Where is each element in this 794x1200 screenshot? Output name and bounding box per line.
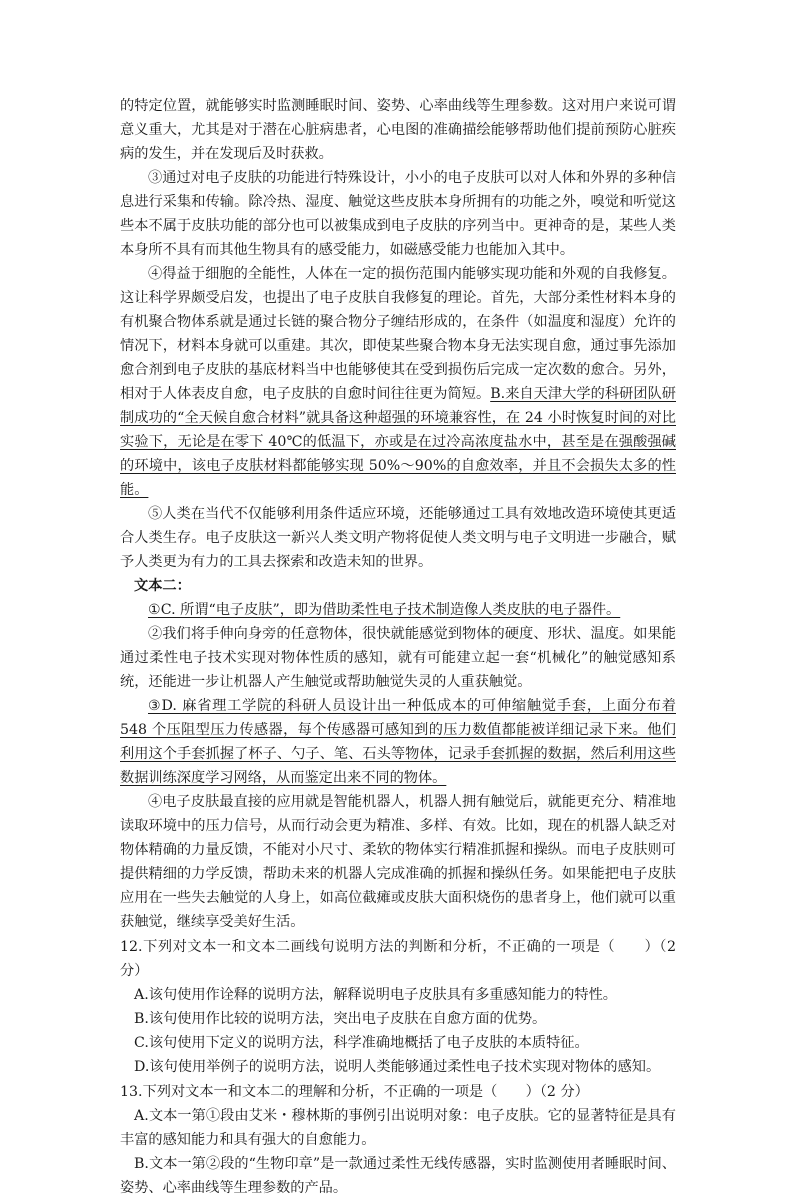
question-12-option-b: B.该句使用作比较的说明方法，突出电子皮肤在自愈方面的优势。	[134, 1011, 547, 1027]
text1-paragraph-3: ③通过对电子皮肤的功能进行特殊设计，小小的电子皮肤可以对人体和外界的多种信息进行采集和传输。除冷热、湿度、触觉这些皮肤本身所拥有的功能之外，嗅觉和听觉这些本不属于皮肤功能的部分也可以被集成到电子皮肤的序列当中。更神奇的是，某些人类本身所不具有而其他生物具有的感受能力，如磁感受能力也能加入其中。	[120, 170, 676, 258]
text1-paragraph-4	[120, 262, 676, 502]
question-12-option-c: C.该句使用下定义的说明方法，科学准确地概括了电子皮肤的本质特征。	[134, 1035, 589, 1051]
question-12-option-d: D.该句使用举例子的说明方法，说明人类能够通过柔性电子技术实现对物体的感知。	[134, 1059, 661, 1075]
text1-paragraph-5: ⑤人类在当代不仅能够利用条件适应环境，还能够通过工具有效地改造环境使其更适合人类生存。电子皮肤这一新兴人类文明产物将促使人类文明与电子文明进一步融合，赋予人类更为有力的工具去探索和改造未知的世界。	[120, 506, 676, 570]
question-13-option-a: A.文本一第①段由艾米・穆林斯的事例引出说明对象：电子皮肤。它的显著特征是具有丰富的感知能力和具有强大的自愈能力。	[120, 1108, 676, 1148]
question-13-option-b: B.文本一第②段的“生物印章”是一款通过柔性无线传感器，实时监测使用者睡眠时间、姿势、心率曲线等生理参数的产品。	[120, 1156, 676, 1196]
text1-paragraph-2-continued: 的特定位置，就能够实时监测睡眠时间、姿势、心率曲线等生理参数。这对用户来说可谓意义重大，尤其是对于潜在心脏病患者，心电图的准确描绘能够帮助他们提前预防心脏疾病的发生，并在发现后及时获救。	[120, 98, 676, 162]
text2-paragraph-2: ②我们将手伸向身旁的任意物体，很快就能感觉到物体的硬度、形状、温度。如果能通过柔性电子技术实现对物体性质的感知，就有可能建立起一套“机械化”的触觉感知系统，还能进一步让机器人产生触觉或帮助触觉失灵的人重获触觉。	[120, 626, 676, 690]
text1-paragraph-4-text: ④得益于细胞的全能性，人体在一定的损伤范围内能够实现功能和外观的自我修复。这让科学界颇受启发，也提出了电子皮肤自我修复的理论。首先，大部分柔性材料本身的有机聚合物体系就是通过长链的聚合物分子缠结形成的，在条件（如温度和湿度）允许的情况下，材料本身就可以重建。其次，即使某些聚合物本身无法实现自愈，通过事先添加愈合剂到电子皮肤的基底材料当中也能够使其在受到损伤后完成一定次数的愈合。另外，相对于人体表皮自愈，电子皮肤的自愈时间往往更为简短。	[120, 266, 676, 402]
underlined-sentence-d: ③D. 麻省理工学院的科研人员设计出一种低成本的可伸缩触觉手套，上面分布着 548 个压阻型压力传感器，每个传感器可感知到的压力数值都能被详细记录下来。他们利用这个手套抓握了杯子、勺子、笔、石头等物体，记录手套抓握的数据，然后利用这些数据训练深度学习网络，从而鉴定出来不同的物体。	[120, 698, 676, 786]
text2-heading: 文本二：	[134, 578, 191, 594]
document-body	[120, 94, 676, 1200]
text2-paragraph-4: ④电子皮肤最直接的应用就是智能机器人，机器人拥有触觉后，就能更充分、精准地读取环境中的压力信号，从而行动会更为精准、多样、有效。比如，现在的机器人缺乏对物体精确的力量反馈，不能对小尺寸、柔软的物体实行精准抓握和操纵。而电子皮肤则可提供精细的力学反馈，帮助未来的机器人完成准确的抓握和操纵任务。如果能把电子皮肤应用在一些失去触觉的人身上，如高位截瘫或皮肤大面积烧伤的患者身上，他们就可以重获触觉，继续享受美好生活。	[120, 794, 676, 930]
underlined-sentence-b: B.来自天津大学的科研团队研制成功的“全天候自愈合材料”就具备这种超强的环境兼容性，在 24 小时恢复时间的对比实验下，无论是在零下 40℃的低温下，亦或是在过冷高浓度盐水中，甚至是在强酸强碱的环境中，该电子皮肤材料都能够实现 50%～90%的自愈效率，并且不会损失太多的性能。	[120, 386, 676, 498]
question-12-option-a: A.该句使用作诠释的说明方法，解释说明电子皮肤具有多重感知能力的特性。	[134, 987, 617, 1003]
question-12-stem: 12.下列对文本一和文本二画线句说明方法的判断和分析，不正确的一项是（ ）（2 分）	[120, 939, 676, 979]
question-13-stem: 13.下列对文本一和文本二的理解和分析，不正确的一项是（ ）（2 分）	[120, 1084, 589, 1100]
underlined-sentence-c: ①C. 所谓“电子皮肤”，即为借助柔性电子技术制造像人类皮肤的电子器件。	[148, 602, 621, 618]
